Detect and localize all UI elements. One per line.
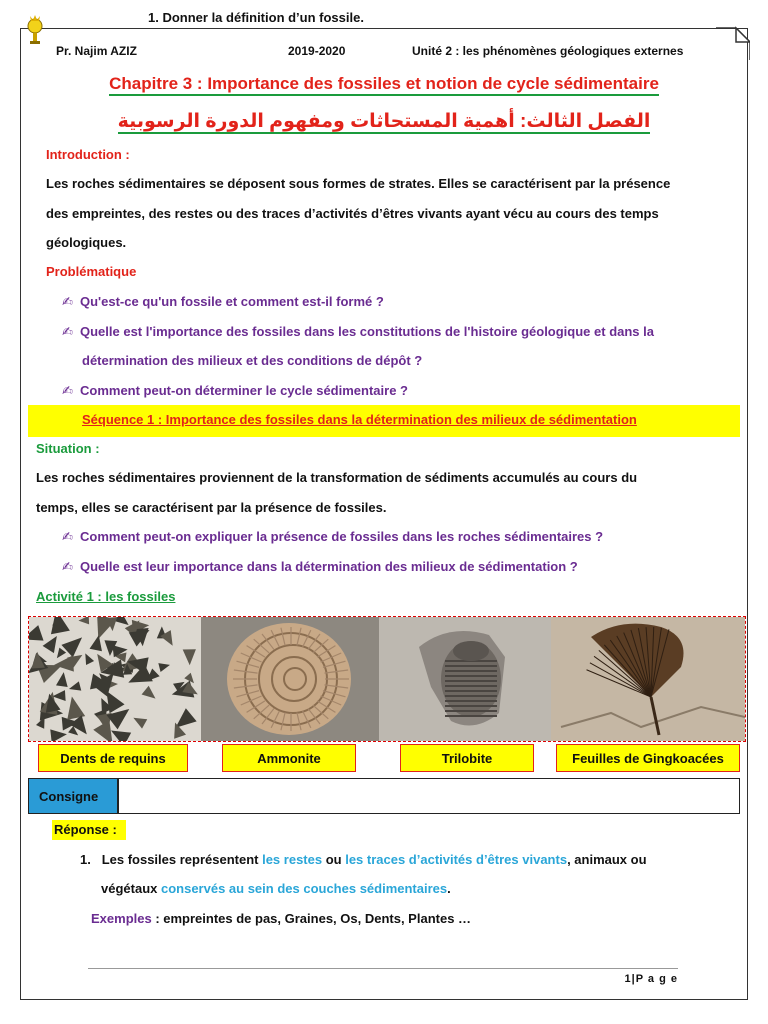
situation-question-1: ✍ Comment peut-on expliquer la présence de fossiles dans les roches sédimentaires ? <box>62 529 604 544</box>
keyword-conserves: conservés au sein des couches sédimentaires <box>160 881 448 896</box>
reponse-line-1: 1. Les fossiles représentent les restes ou les traces d’activités d’êtres vivants, animaux ou <box>80 852 647 867</box>
examples-label: Exemples <box>91 911 152 926</box>
ammonite-photo <box>201 617 379 741</box>
reponse-line-2: végétaux conservés au sein des couches sédimentaires. <box>101 881 451 896</box>
shark-teeth-photo <box>29 617 201 741</box>
fossil-photo-strip <box>28 616 746 742</box>
situation-line-1: Les roches sédimentaires proviennent de la transformation de sédiments accumulés au cours du <box>36 470 638 485</box>
fossil-label-shark-teeth: Dents de requins <box>38 744 188 772</box>
pencil-icon: ✍ <box>62 294 73 309</box>
question-2: ✍ Quelle est l'importance des fossiles dans les constitutions de l'histoire géologique et dans la <box>62 324 654 339</box>
school-logo-icon <box>24 12 46 46</box>
pencil-icon: ✍ <box>62 529 73 544</box>
question-1: ✍ Qu'est-ce qu'un fossile et comment est-il formé ? <box>62 294 384 309</box>
footer-rule <box>88 968 678 969</box>
keyword-traces: les traces d’activités d’êtres vivants <box>345 852 568 867</box>
problematique-heading: Problématique <box>46 264 137 279</box>
pencil-icon: ✍ <box>62 559 73 574</box>
question-2-cont: détermination des milieux et des conditions de dépôt ? <box>82 353 423 368</box>
intro-line-1: Les roches sédimentaires se déposent sous formes de strates. Elles se caractérisent par la présence <box>46 176 671 191</box>
activite-heading: Activité 1 : les fossiles <box>36 589 176 604</box>
consigne-label: Consigne <box>29 779 117 813</box>
pencil-icon: ✍ <box>62 383 73 398</box>
pencil-icon: ✍ <box>62 324 73 339</box>
chapter-title-ar: الفصل الثالث: أهمية المستحاثات ومفهوم الدورة الرسوبية <box>117 111 651 132</box>
introduction-heading: Introduction : <box>46 147 130 162</box>
page-number: 1|P a g e <box>624 973 678 985</box>
situation-heading: Situation : <box>36 441 100 456</box>
fossil-label-ammonite: Ammonite <box>222 744 356 772</box>
consigne-text: 1. Donner la définition d’un fossile. <box>148 10 364 25</box>
fossil-label-ginkgo: Feuilles de Gingkoacées <box>556 744 740 772</box>
question-3: ✍ Comment peut-on déterminer le cycle sédimentaire ? <box>62 383 408 398</box>
chapter-title-fr: Chapitre 3 : Importance des fossiles et notion de cycle sédimentaire <box>0 74 768 94</box>
examples-line: Exemples : empreintes de pas, Graines, Os, Dents, Plantes … <box>91 911 472 926</box>
situation-question-2: ✍ Quelle est leur importance dans la détermination des milieux de sédimentation ? <box>62 559 578 574</box>
intro-line-3: géologiques. <box>46 235 127 250</box>
situation-line-2: temps, elles se caractérisent par la présence de fossiles. <box>36 500 387 515</box>
trilobite-photo <box>379 617 551 741</box>
consigne-divider <box>117 779 119 813</box>
keyword-restes: les restes <box>262 852 323 867</box>
intro-line-2: des empreintes, des restes ou des traces d’activités d’êtres vivants ayant vécu au cours des temps <box>46 206 659 221</box>
fossil-label-trilobite: Trilobite <box>400 744 534 772</box>
unit-title: Unité 2 : les phénomènes géologiques externes <box>412 44 684 58</box>
ginkgo-leaf-photo <box>551 617 745 741</box>
consigne-table <box>28 778 740 814</box>
author: Pr. Najim AZIZ <box>56 44 137 58</box>
page-corner-fold-icon <box>716 26 750 60</box>
reponse-heading: Réponse : <box>54 822 117 837</box>
school-year: 2019-2020 <box>288 44 346 58</box>
sequence-title: Séquence 1 : Importance des fossiles dans la détermination des milieux de sédimentation <box>82 412 637 427</box>
